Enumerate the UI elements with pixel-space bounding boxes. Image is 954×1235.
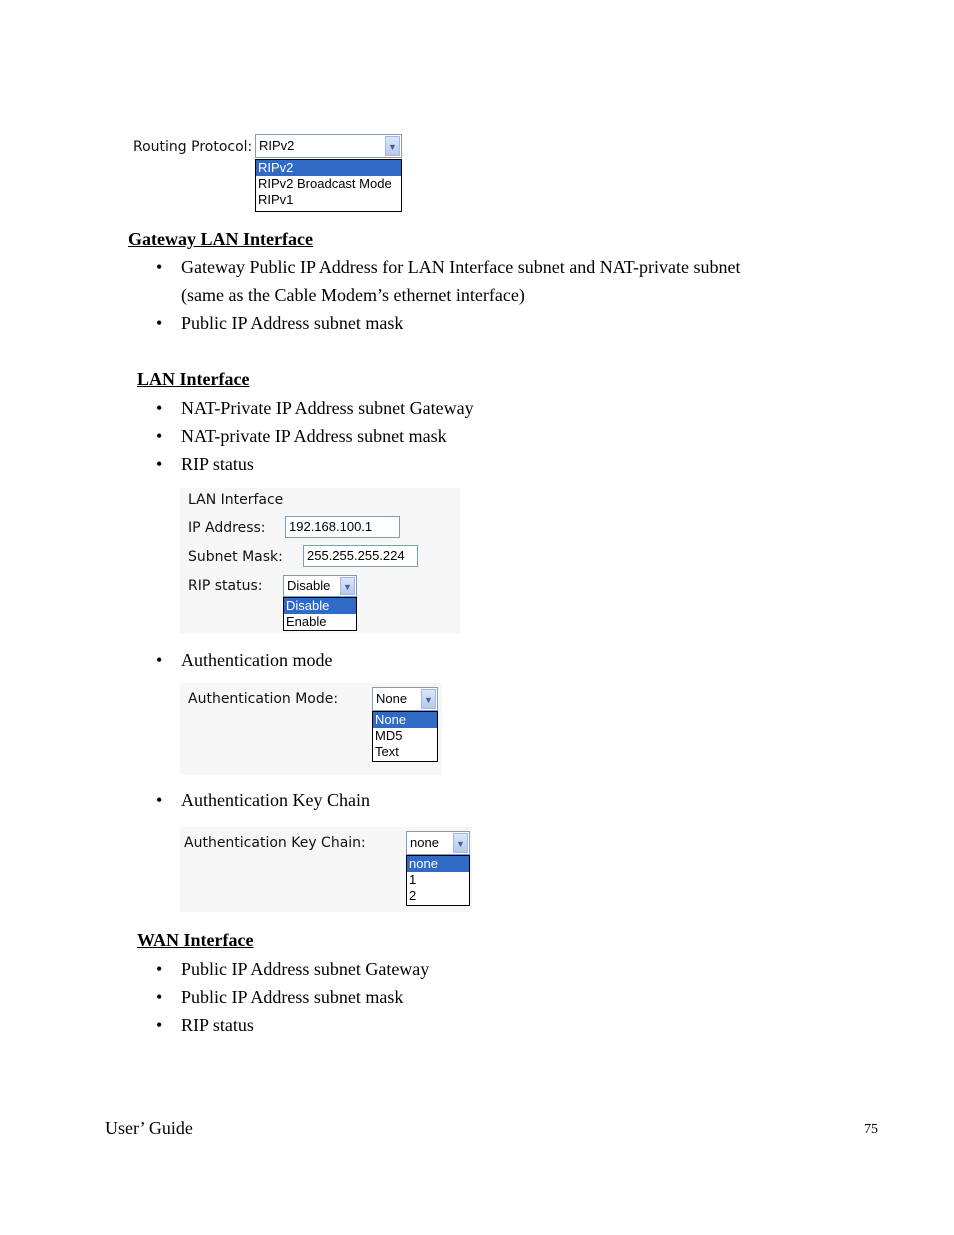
bullet-icon: • (156, 959, 163, 979)
rip-option-enable[interactable]: Enable (286, 614, 327, 629)
routing-option-ripv2[interactable]: RIPv2 (256, 160, 401, 176)
wan-bullet-3: RIP status (181, 1015, 254, 1035)
chevron-down-icon[interactable]: ▼ (453, 833, 468, 853)
bullet-icon: • (156, 650, 163, 670)
page-number: 75 (864, 1122, 878, 1137)
bullet-icon: • (156, 313, 163, 333)
auth-key-select[interactable] (406, 831, 470, 855)
wan-heading: WAN Interface (137, 930, 254, 950)
routing-protocol-options (255, 159, 402, 212)
wan-bullet-1: Public IP Address subnet Gateway (181, 959, 430, 979)
rip-option-disable[interactable]: Disable (284, 598, 356, 614)
chevron-down-icon[interactable]: ▼ (385, 136, 400, 156)
auth-mode-option-text[interactable]: Text (375, 744, 399, 759)
routing-protocol-selected: RIPv2 (259, 138, 295, 153)
subnet-mask-label: Subnet Mask: (188, 549, 283, 565)
bullet-icon: • (156, 1015, 163, 1035)
bullet-icon: • (156, 790, 163, 810)
lan-panel-title: LAN Interface (188, 492, 284, 508)
auth-key-selected: none (410, 835, 439, 850)
lan-bullet-1: NAT-Private IP Address subnet Gateway (181, 398, 474, 418)
auth-key-option-2[interactable]: 2 (409, 888, 417, 903)
rip-status-label: RIP status: (188, 578, 263, 594)
rip-status-options (283, 597, 357, 631)
lan-heading: LAN Interface (137, 369, 250, 389)
rip-status-selected: Disable (287, 578, 331, 593)
routing-protocol-select[interactable] (255, 134, 402, 158)
ip-address-label: IP Address: (188, 520, 266, 536)
bullet-icon: • (156, 987, 163, 1007)
auth-mode-bullet: Authentication mode (181, 650, 333, 670)
bullet-icon: • (156, 426, 163, 446)
rip-status-select[interactable] (283, 575, 357, 597)
auth-mode-label: Authentication Mode: (188, 691, 339, 707)
subnet-mask-field[interactable]: 255.255.255.224 (303, 545, 418, 567)
gateway-lan-bullet-2: Public IP Address subnet mask (181, 313, 404, 333)
gateway-lan-bullet-1-cont: (same as the Cable Modem’s ethernet interface) (181, 285, 525, 305)
auth-mode-selected: None (376, 691, 408, 706)
auth-key-option-none[interactable]: none (407, 856, 469, 872)
gateway-lan-bullet-1: Gateway Public IP Address for LAN Interface subnet and NAT-private subnet (181, 257, 741, 277)
bullet-icon: • (156, 454, 163, 474)
auth-key-options (406, 855, 470, 906)
auth-mode-options (372, 711, 438, 762)
chevron-down-icon[interactable]: ▼ (340, 577, 355, 595)
routing-protocol-label: Routing Protocol: (133, 139, 253, 155)
bullet-icon: • (156, 398, 163, 418)
auth-key-label: Authentication Key Chain: (184, 835, 366, 851)
auth-mode-select[interactable] (372, 687, 438, 711)
ip-address-field[interactable]: 192.168.100.1 (285, 516, 400, 538)
gateway-lan-heading: Gateway LAN Interface (128, 229, 313, 249)
auth-key-option-1[interactable]: 1 (409, 872, 417, 887)
footer-title: User’ Guide (105, 1118, 193, 1138)
lan-bullet-2: NAT-private IP Address subnet mask (181, 426, 447, 446)
routing-option-ripv2-broadcast[interactable]: RIPv2 Broadcast Mode (258, 176, 392, 191)
lan-bullet-3: RIP status (181, 454, 254, 474)
auth-key-bullet: Authentication Key Chain (181, 790, 370, 810)
routing-option-ripv1[interactable]: RIPv1 (258, 192, 294, 207)
chevron-down-icon[interactable]: ▼ (421, 689, 436, 709)
wan-bullet-2: Public IP Address subnet mask (181, 987, 404, 1007)
bullet-icon: • (156, 257, 163, 277)
auth-mode-option-md5[interactable]: MD5 (375, 728, 403, 743)
auth-mode-option-none[interactable]: None (373, 712, 437, 728)
